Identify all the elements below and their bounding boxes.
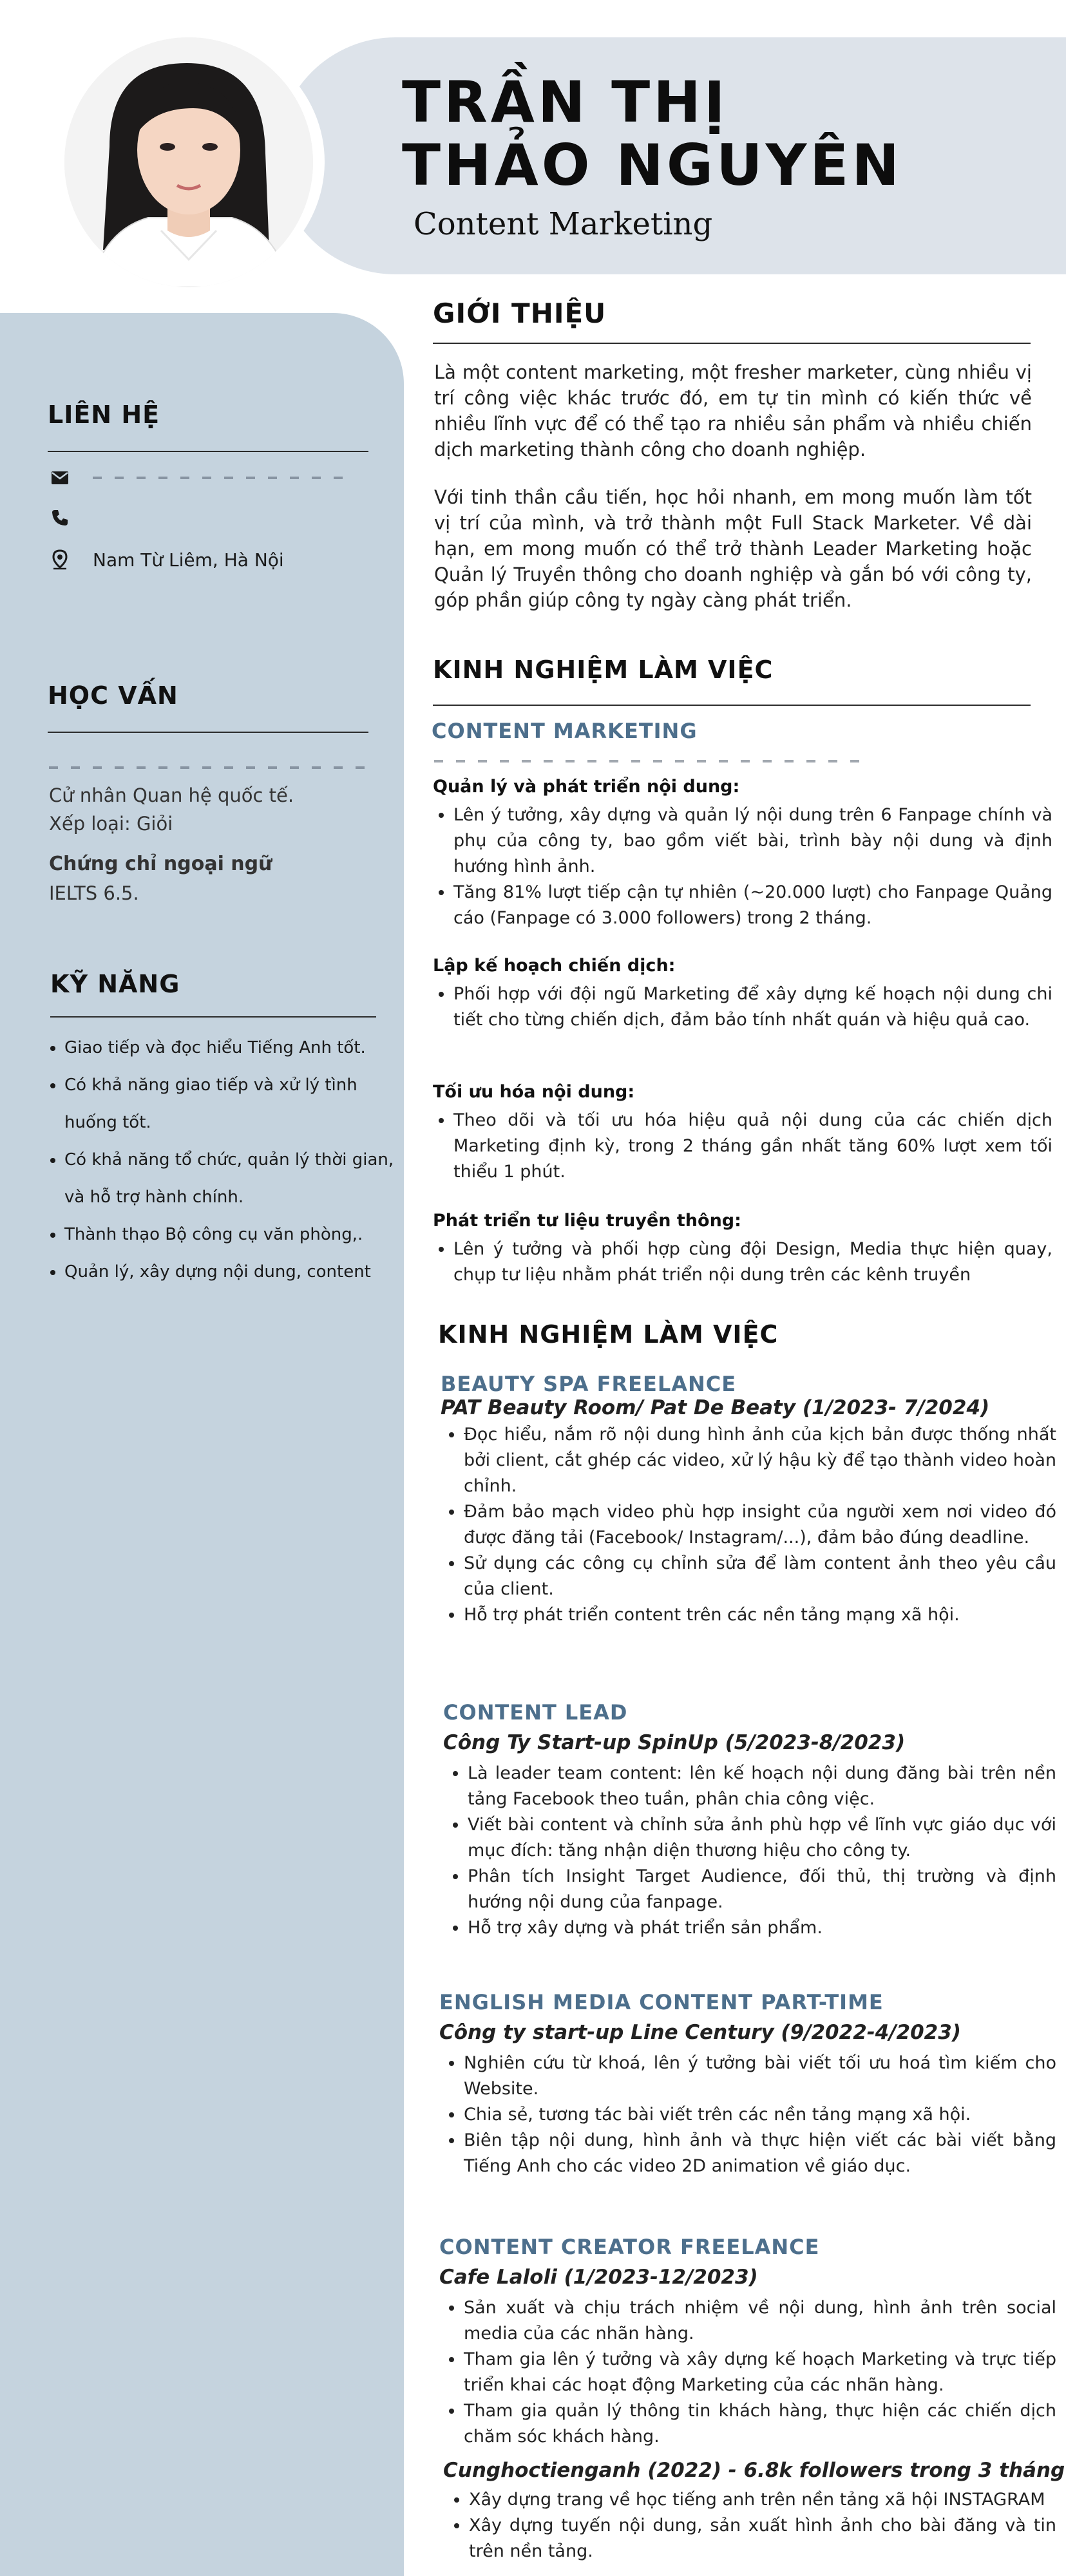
job-list: [448, 1761, 1056, 1941]
job-role: CONTENT LEAD: [443, 1700, 628, 1725]
job-list: [444, 2050, 1056, 2179]
job-list: [444, 2295, 1056, 2450]
block-heading: Phát triển tư liệu truyền thông:: [433, 1211, 741, 1231]
email-redacted: [93, 477, 350, 479]
block-heading: Lập kế hoạch chiến dịch:: [433, 956, 676, 976]
contact-address: [49, 549, 284, 571]
name-line-1: TRẦN THỊ: [402, 69, 728, 135]
block-list: [434, 1108, 1052, 1185]
list-item: • Sử dụng các công cụ chỉnh sửa để làm content ảnh theo yêu cầu của client.: [464, 1551, 1056, 1602]
list-item: • Lên ý tưởng, xây dựng và quản lý nội dung trên 6 Fanpage chính và phụ của công ty, bao gồm viết bài, trình bày nội dung và định hướng hình ảnh.: [453, 802, 1052, 880]
job-company: Công ty start-up Line Century (9/2022-4/2023): [439, 2021, 961, 2044]
experience-heading-2: KINH NGHIỆM LÀM VIỆC: [438, 1320, 779, 1349]
name-line-2: THẢO NGUYÊN: [402, 132, 903, 198]
contact-divider: [48, 451, 368, 452]
list-item: • Biên tập nội dung, hình ảnh và thực hiện viết các bài viết bằng Tiếng Anh cho các video 2D animation về giáo dục.: [464, 2128, 1056, 2179]
education-divider: [48, 732, 368, 733]
list-item: • Phối hợp với đội ngũ Marketing để xây dựng kế hoạch nội dung chi tiết cho từng chiến dịch, đảm bảo tính nhất quán và hiệu quả cao.: [453, 981, 1052, 1033]
phone-icon: [49, 507, 71, 529]
experience-role: CONTENT MARKETING: [432, 719, 698, 743]
skill-item: • Có khả năng tổ chức, quản lý thời gian, và hỗ trợ hành chính.: [64, 1141, 406, 1216]
degree-text: Cử nhân Quan hệ quốc tế.: [49, 784, 294, 806]
list-item: • Tham gia lên ý tưởng và xây dựng kế hoạch Marketing và trực tiếp triển khai các hoạt động Marketing của các nhãn hàng.: [464, 2347, 1056, 2398]
job-company: PAT Beauty Room/ Pat De Beaty (1/2023- 7/2024): [441, 1396, 990, 1419]
list-item: • Xây dựng tuyến nội dung, sản xuất hình ảnh cho bài đăng và tin trên nền tảng.: [469, 2513, 1056, 2564]
block-heading: Tối ưu hóa nội dung:: [433, 1082, 635, 1102]
list-item: • Chia sẻ, tương tác bài viết trên các nền tảng mạng xã hội.: [464, 2102, 1056, 2128]
skill-item: • Thành thạo Bộ công cụ văn phòng,.: [64, 1216, 406, 1253]
list-item: • Tham gia quản lý thông tin khách hàng, thực hiện các chiến dịch chăm sóc khách hàng.: [464, 2398, 1056, 2450]
list-item: • Tăng 81% lượt tiếp cận tự nhiên (~20.000 lượt) cho Fanpage Quảng cáo (Fanpage có 3.000 followers) trong 2 tháng.: [453, 880, 1052, 931]
block-list: [434, 981, 1052, 1033]
mail-icon: [49, 467, 71, 489]
contact-heading: LIÊN HỆ: [48, 401, 160, 429]
grade-text: Xếp loại: Giỏi: [49, 813, 173, 835]
job-list: [444, 1422, 1056, 1628]
skill-item: • Có khả năng giao tiếp và xử lý tình huống tốt.: [64, 1066, 406, 1141]
school-redacted: [49, 766, 365, 769]
block-list: [434, 1236, 1052, 1288]
contact-phone: [49, 507, 93, 529]
list-item: • Phân tích Insight Target Audience, đối thủ, thị trường và định hướng nội dung của fanpage.: [468, 1864, 1056, 1915]
job-title: Content Marketing: [414, 206, 713, 242]
skills-list: [36, 1029, 406, 1291]
extra-list: [450, 2487, 1056, 2564]
intro-divider: [433, 343, 1031, 344]
list-item: • Đảm bảo mạch video phù hợp insight của người xem nơi video đó được đăng tải (Facebook/ Instagram/...), đảm bảo đúng deadline.: [464, 1499, 1056, 1551]
list-item: • Hỗ trợ xây dựng và phát triển sản phẩm.: [468, 1915, 1056, 1941]
list-item: • Lên ý tưởng và phối hợp cùng đội Design, Media thực hiện quay, chụp tư liệu nhằm phát triển nội dung trên các kênh truyền: [453, 1236, 1052, 1288]
experience-divider: [433, 705, 1031, 706]
experience-heading: KINH NGHIỆM LÀM VIỆC: [433, 656, 774, 684]
profile-photo: [64, 37, 313, 287]
job-role: CONTENT CREATOR FREELANCE: [439, 2235, 820, 2259]
list-item: • Hỗ trợ phát triển content trên các nền tảng mạng xã hội.: [464, 1602, 1056, 1628]
job-company: Cafe Laloli (1/2023-12/2023): [439, 2266, 758, 2289]
job-role: ENGLISH MEDIA CONTENT PART-TIME: [439, 1990, 884, 2014]
list-item: • Sản xuất và chịu trách nhiệm về nội dung, hình ảnh trên social media của các nhãn hàng.: [464, 2295, 1056, 2347]
list-item: • Nghiên cứu từ khoá, lên ý tưởng bài viết tối ưu hoá tìm kiếm cho Website.: [464, 2050, 1056, 2102]
skills-divider: [50, 1016, 376, 1018]
company-redacted: [434, 760, 872, 762]
intro-heading: GIỚI THIỆU: [433, 298, 607, 329]
skill-item: • Giao tiếp và đọc hiểu Tiếng Anh tốt.: [64, 1029, 406, 1066]
address-text: Nam Từ Liêm, Hà Nội: [93, 549, 284, 571]
intro-paragraph-1: Là một content marketing, một fresher marketer, cùng nhiều vị trí công việc khác trước đó, em tự tin mình có kiến thức về nhiều lĩnh vực để có thể tạo ra nhiều sản phẩm và nhiều chiến dịch marketing thành công cho doanh nghiệp.: [434, 361, 1032, 460]
list-item: • Là leader team content: lên kế hoạch nội dung đăng bài trên nền tảng Facebook theo tuần, phân chia công việc.: [468, 1761, 1056, 1812]
extra-company: Cunghoctienganh (2022) - 6.8k followers trong 3 tháng: [443, 2459, 1065, 2482]
job-company: Công Ty Start-up SpinUp (5/2023-8/2023): [443, 1731, 906, 1754]
education-heading: HỌC VẤN: [48, 681, 178, 710]
candidate-name: [402, 71, 902, 197]
block-heading: Quản lý và phát triển nội dung:: [433, 777, 740, 797]
contact-email: [49, 467, 350, 489]
intro-paragraph-2: Với tinh thần cầu tiến, học hỏi nhanh, em mong muốn làm tốt vị trí của mình, và trở thành một Full Stack Marketer. Về dài hạn, em mong muốn có thể trở thành Leader Marketing hoặc Quản lý Truyền thông cho doanh nghiệp và gắn bó với công ty, góp phần giúp công ty ngày càng phát triển.: [434, 486, 1032, 611]
list-item: • Xây dựng trang về học tiếng anh trên nền tảng xã hội INSTAGRAM: [469, 2487, 1056, 2513]
certificate-heading: Chứng chỉ ngoại ngữ: [49, 853, 272, 875]
location-pin-icon: [49, 549, 71, 571]
list-item: • Viết bài content và chỉnh sửa ảnh phù hợp về lĩnh vực giáo dục với mục đích: tăng nhận diện thương hiệu cho công ty.: [468, 1812, 1056, 1864]
certificate-value: IELTS 6.5.: [49, 882, 139, 904]
skills-heading: KỸ NĂNG: [50, 970, 180, 998]
list-item: • Theo dõi và tối ưu hóa hiệu quả nội dung của các chiến dịch Marketing định kỳ, trong 2 tháng gần nhất tăng 60% lượt xem tối thiểu 1 phút.: [453, 1108, 1052, 1185]
job-role: BEAUTY SPA FREELANCE: [441, 1372, 737, 1396]
list-item: • Đọc hiểu, nắm rõ nội dung hình ảnh của kịch bản được thống nhất bởi client, cắt ghép các video, xử lý hậu kỳ để tạo thành video hoàn chỉnh.: [464, 1422, 1056, 1499]
block-list: [434, 802, 1052, 931]
sidebar: [0, 313, 404, 2576]
skill-item: • Quản lý, xây dựng nội dung, content: [64, 1253, 406, 1291]
